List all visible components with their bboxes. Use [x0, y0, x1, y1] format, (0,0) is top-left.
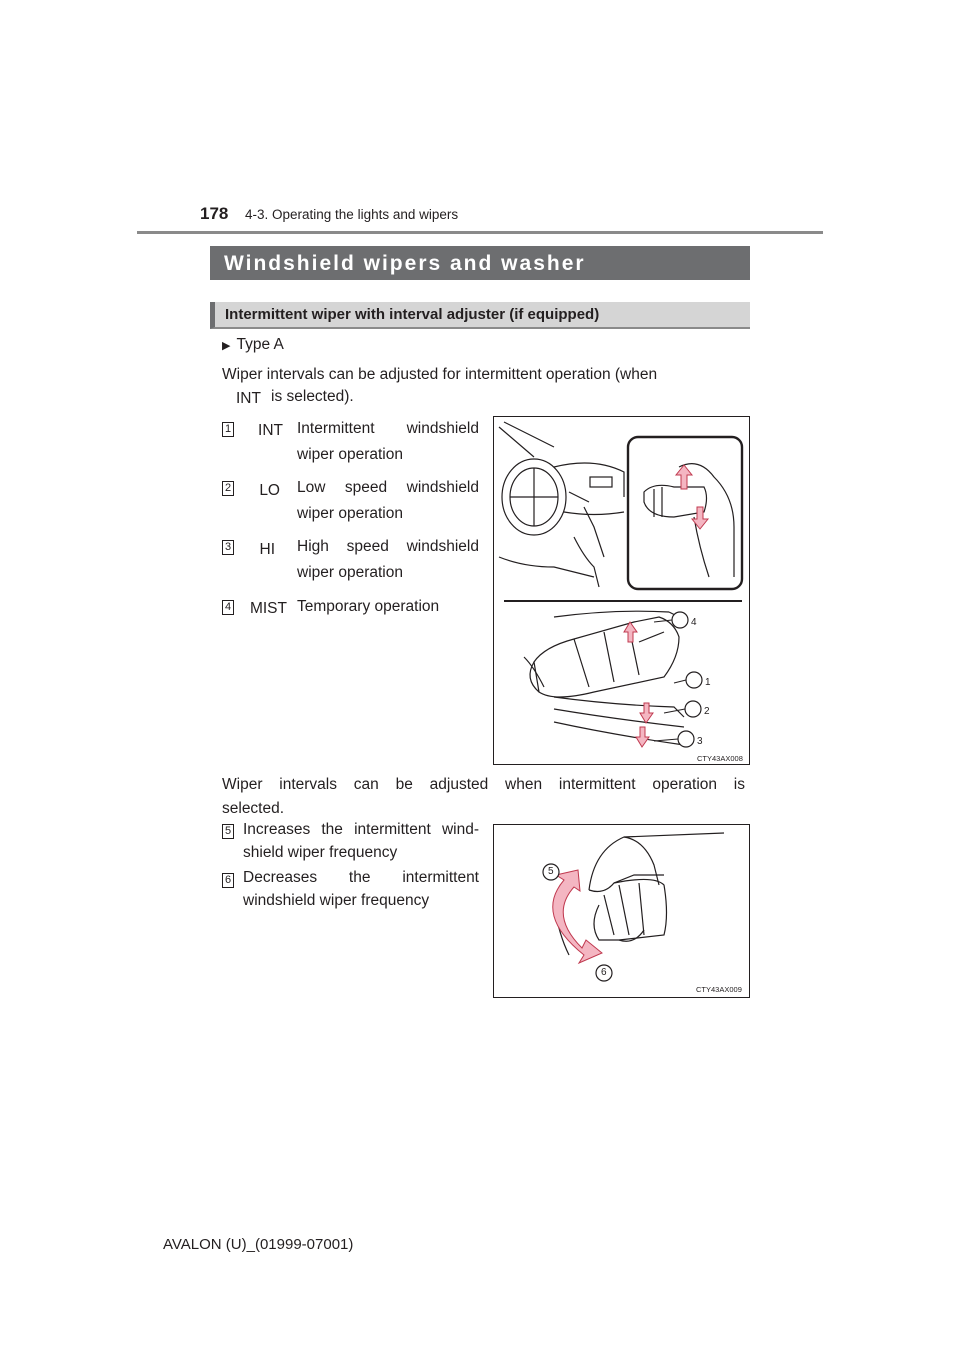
type-label-text: Type A	[236, 336, 284, 353]
adjust-6-line1: Decreases the intermittent	[243, 869, 479, 886]
section-title: 4-3. Operating the lights and wipers	[245, 207, 459, 222]
interval-line-1	[222, 773, 745, 821]
fig1-code: CTY43AX008	[697, 754, 743, 763]
position-2-desc	[297, 475, 479, 527]
page-title: Windshield wipers and washer	[210, 246, 750, 280]
intro-code: INT	[236, 390, 261, 407]
interval-adjust-illustration	[493, 824, 750, 998]
callout-5-icon: 5	[222, 824, 234, 839]
position-1-line2: wiper operation	[297, 446, 403, 463]
fig1-label-2: 2	[704, 706, 710, 717]
fig2-label-5: 5	[548, 866, 554, 877]
code-mist: MIST	[249, 600, 287, 617]
code-int: INT	[258, 422, 283, 439]
adjust-5-line1: Increases the intermittent wind-	[243, 821, 479, 838]
footer-model: AVALON (U)_(01999-07001)	[163, 1236, 354, 1253]
position-4-desc	[297, 594, 479, 620]
callout-1-icon: 1	[222, 422, 234, 437]
fig1-callout-4-icon	[672, 612, 688, 628]
fig1-callout-1-icon	[686, 672, 702, 688]
position-3-line1: High speed windshield	[297, 538, 479, 555]
fig2-label-6: 6	[601, 967, 607, 978]
subsection-title: Intermittent wiper with interval adjuster (if equipped)	[210, 302, 750, 329]
position-2-line2: wiper operation	[297, 505, 403, 522]
adjust-6-desc	[243, 866, 479, 912]
callout-3-icon: 3	[222, 540, 234, 555]
position-1-line1: Intermittent windshield	[297, 420, 479, 437]
interval-adjust-drawing	[494, 825, 749, 997]
triangle-bullet-icon: ▶	[222, 340, 231, 352]
fig1-label-1: 1	[705, 677, 711, 688]
position-3-desc	[297, 534, 479, 586]
code-lo: LO	[259, 482, 280, 499]
page-number: 178	[200, 204, 229, 223]
fig1-label-4: 4	[691, 617, 697, 628]
adjust-5-line2: shield wiper frequency	[243, 844, 398, 861]
adjust-5-desc	[243, 818, 479, 864]
intro-line-2: is selected).	[271, 388, 354, 405]
adjust-6-line2: windshield wiper frequency	[243, 892, 430, 909]
position-1-desc	[297, 416, 479, 468]
fig2-code: CTY43AX009	[696, 985, 742, 994]
fig1-label-3: 3	[697, 736, 703, 747]
position-2-line1: Low speed windshield	[297, 479, 479, 496]
intro-line-1: Wiper intervals can be adjusted for intermittent operation (when	[222, 366, 658, 383]
type-label	[222, 336, 284, 354]
interval-line-2-text: selected.	[222, 800, 285, 817]
code-hi: HI	[259, 541, 275, 558]
fig1-callout-3-icon	[678, 731, 694, 747]
position-4-line1: Temporary operation	[297, 598, 440, 615]
position-3-line2: wiper operation	[297, 564, 403, 581]
callout-6-icon: 6	[222, 873, 234, 888]
callout-2-icon: 2	[222, 481, 234, 496]
wiper-lever-drawing	[494, 417, 749, 764]
callout-4-icon: 4	[222, 600, 234, 615]
interval-line-1-text: Wiper intervals can be adjusted when intermittent operation is	[222, 776, 745, 793]
fig1-callout-2-icon	[685, 701, 701, 717]
wiper-lever-illustration	[493, 416, 750, 765]
header-rule	[137, 231, 823, 234]
